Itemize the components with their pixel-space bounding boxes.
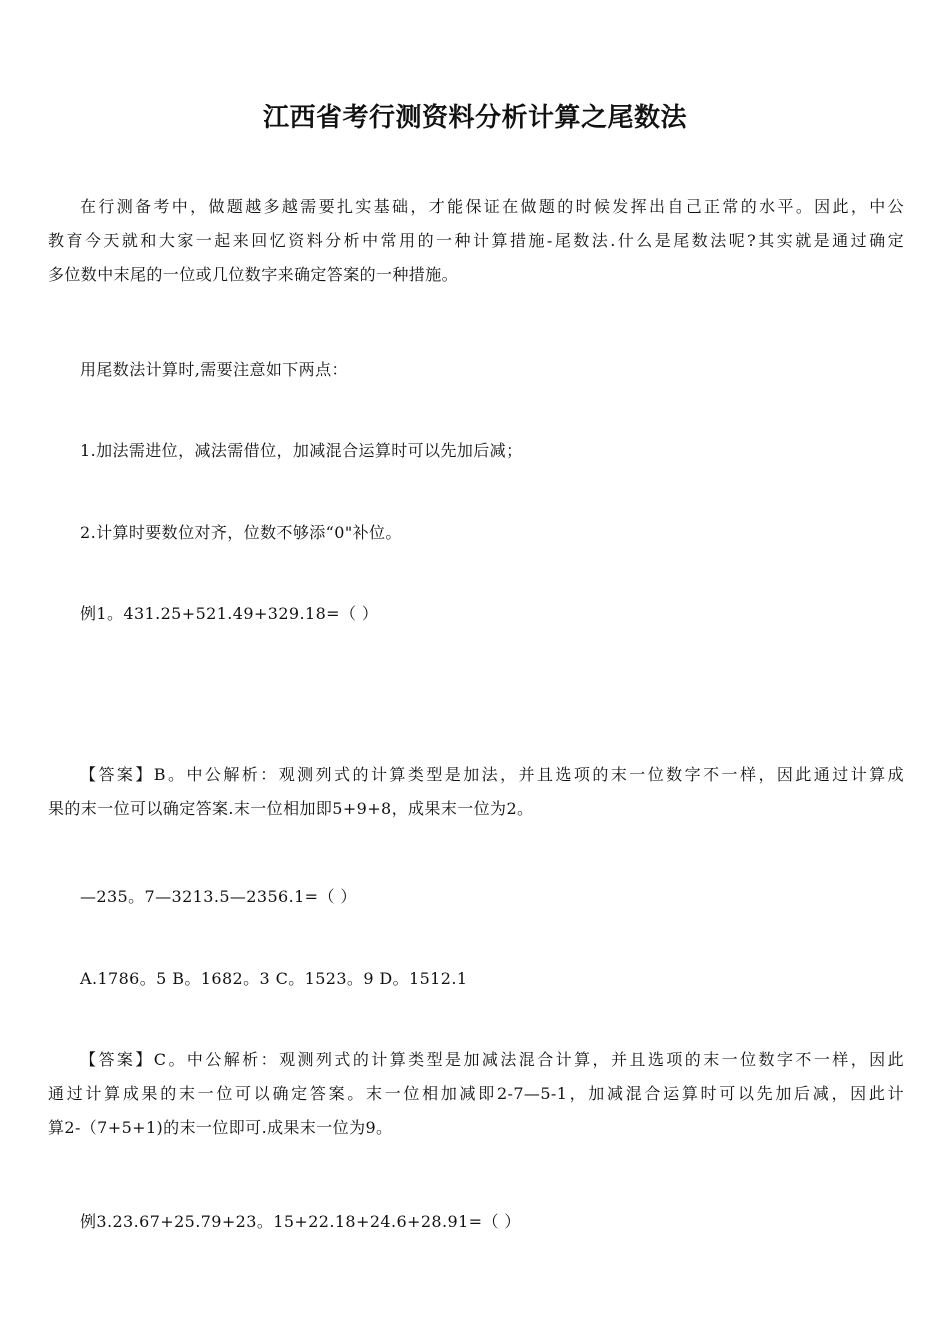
example-2-text: —235。7—3213.5—2356.1=（ ） <box>80 887 357 906</box>
notes-heading-text: 用尾数法计算时,需要注意如下两点： <box>80 360 348 379</box>
answer-2-line-2: 通过计算成果的末一位可以确定答案。末一位相加减即2-7—5-1，加减混合运算时可以先加后减，因此计 <box>48 1084 904 1103</box>
example-3 <box>48 1205 904 1239</box>
note-1-text: 1.加法需进位，减法需借位，加减混合运算时可以先加后减； <box>80 441 523 460</box>
intro-line-1: 在行测备考中，做题越多越需要扎实基础，才能保证在做题的时候发挥出自己正常的水平。因此，中公 <box>80 197 904 216</box>
page-title: 江西省考行测资料分析计算之尾数法 <box>262 103 687 133</box>
answer-1-paragraph <box>48 758 904 826</box>
example-3-text: 例3.23.67+25.79+23。15+22.18+24.6+28.91=（ ） <box>80 1212 521 1231</box>
note-2-text: 2.计算时要数位对齐，位数不够添“0"补位。 <box>80 523 402 542</box>
answer-1-line-1: 【答案】B。中公解析：观测列式的计算类型是加法，并且选项的末一位数字不一样，因此通过计算成 <box>80 765 904 784</box>
notes-heading <box>48 353 904 387</box>
example-1 <box>48 597 904 631</box>
note-1 <box>48 434 904 468</box>
intro-line-3: 多位数中末尾的一位或几位数字来确定答案的一种措施。 <box>48 265 459 284</box>
intro-paragraph <box>48 190 904 292</box>
intro-line-2: 教育今天就和大家一起来回忆资料分析中常用的一种计算措施-尾数法.什么是尾数法呢?其实就是通过确定 <box>48 231 904 250</box>
answer-2-line-3: 算2-（7+5+1)的末一位即可.成果末一位为9。 <box>48 1118 393 1137</box>
note-2 <box>48 516 904 550</box>
example-1-text: 例1。431.25+521.49+329.18=（ ） <box>80 604 379 623</box>
answer-2-line-1: 【答案】C。中公解析：观测列式的计算类型是加减法混合计算，并且选项的末一位数字不一样，因此 <box>80 1050 904 1069</box>
options-2 <box>48 962 904 996</box>
options-2-text: A.1786。5 B。1682。3 C。1523。9 D。1512.1 <box>80 969 468 988</box>
answer-1-line-2: 果的末一位可以确定答案.末一位相加即5+9+8，成果末一位为2。 <box>48 799 534 818</box>
example-2 <box>48 880 904 914</box>
answer-2-paragraph <box>48 1043 904 1145</box>
